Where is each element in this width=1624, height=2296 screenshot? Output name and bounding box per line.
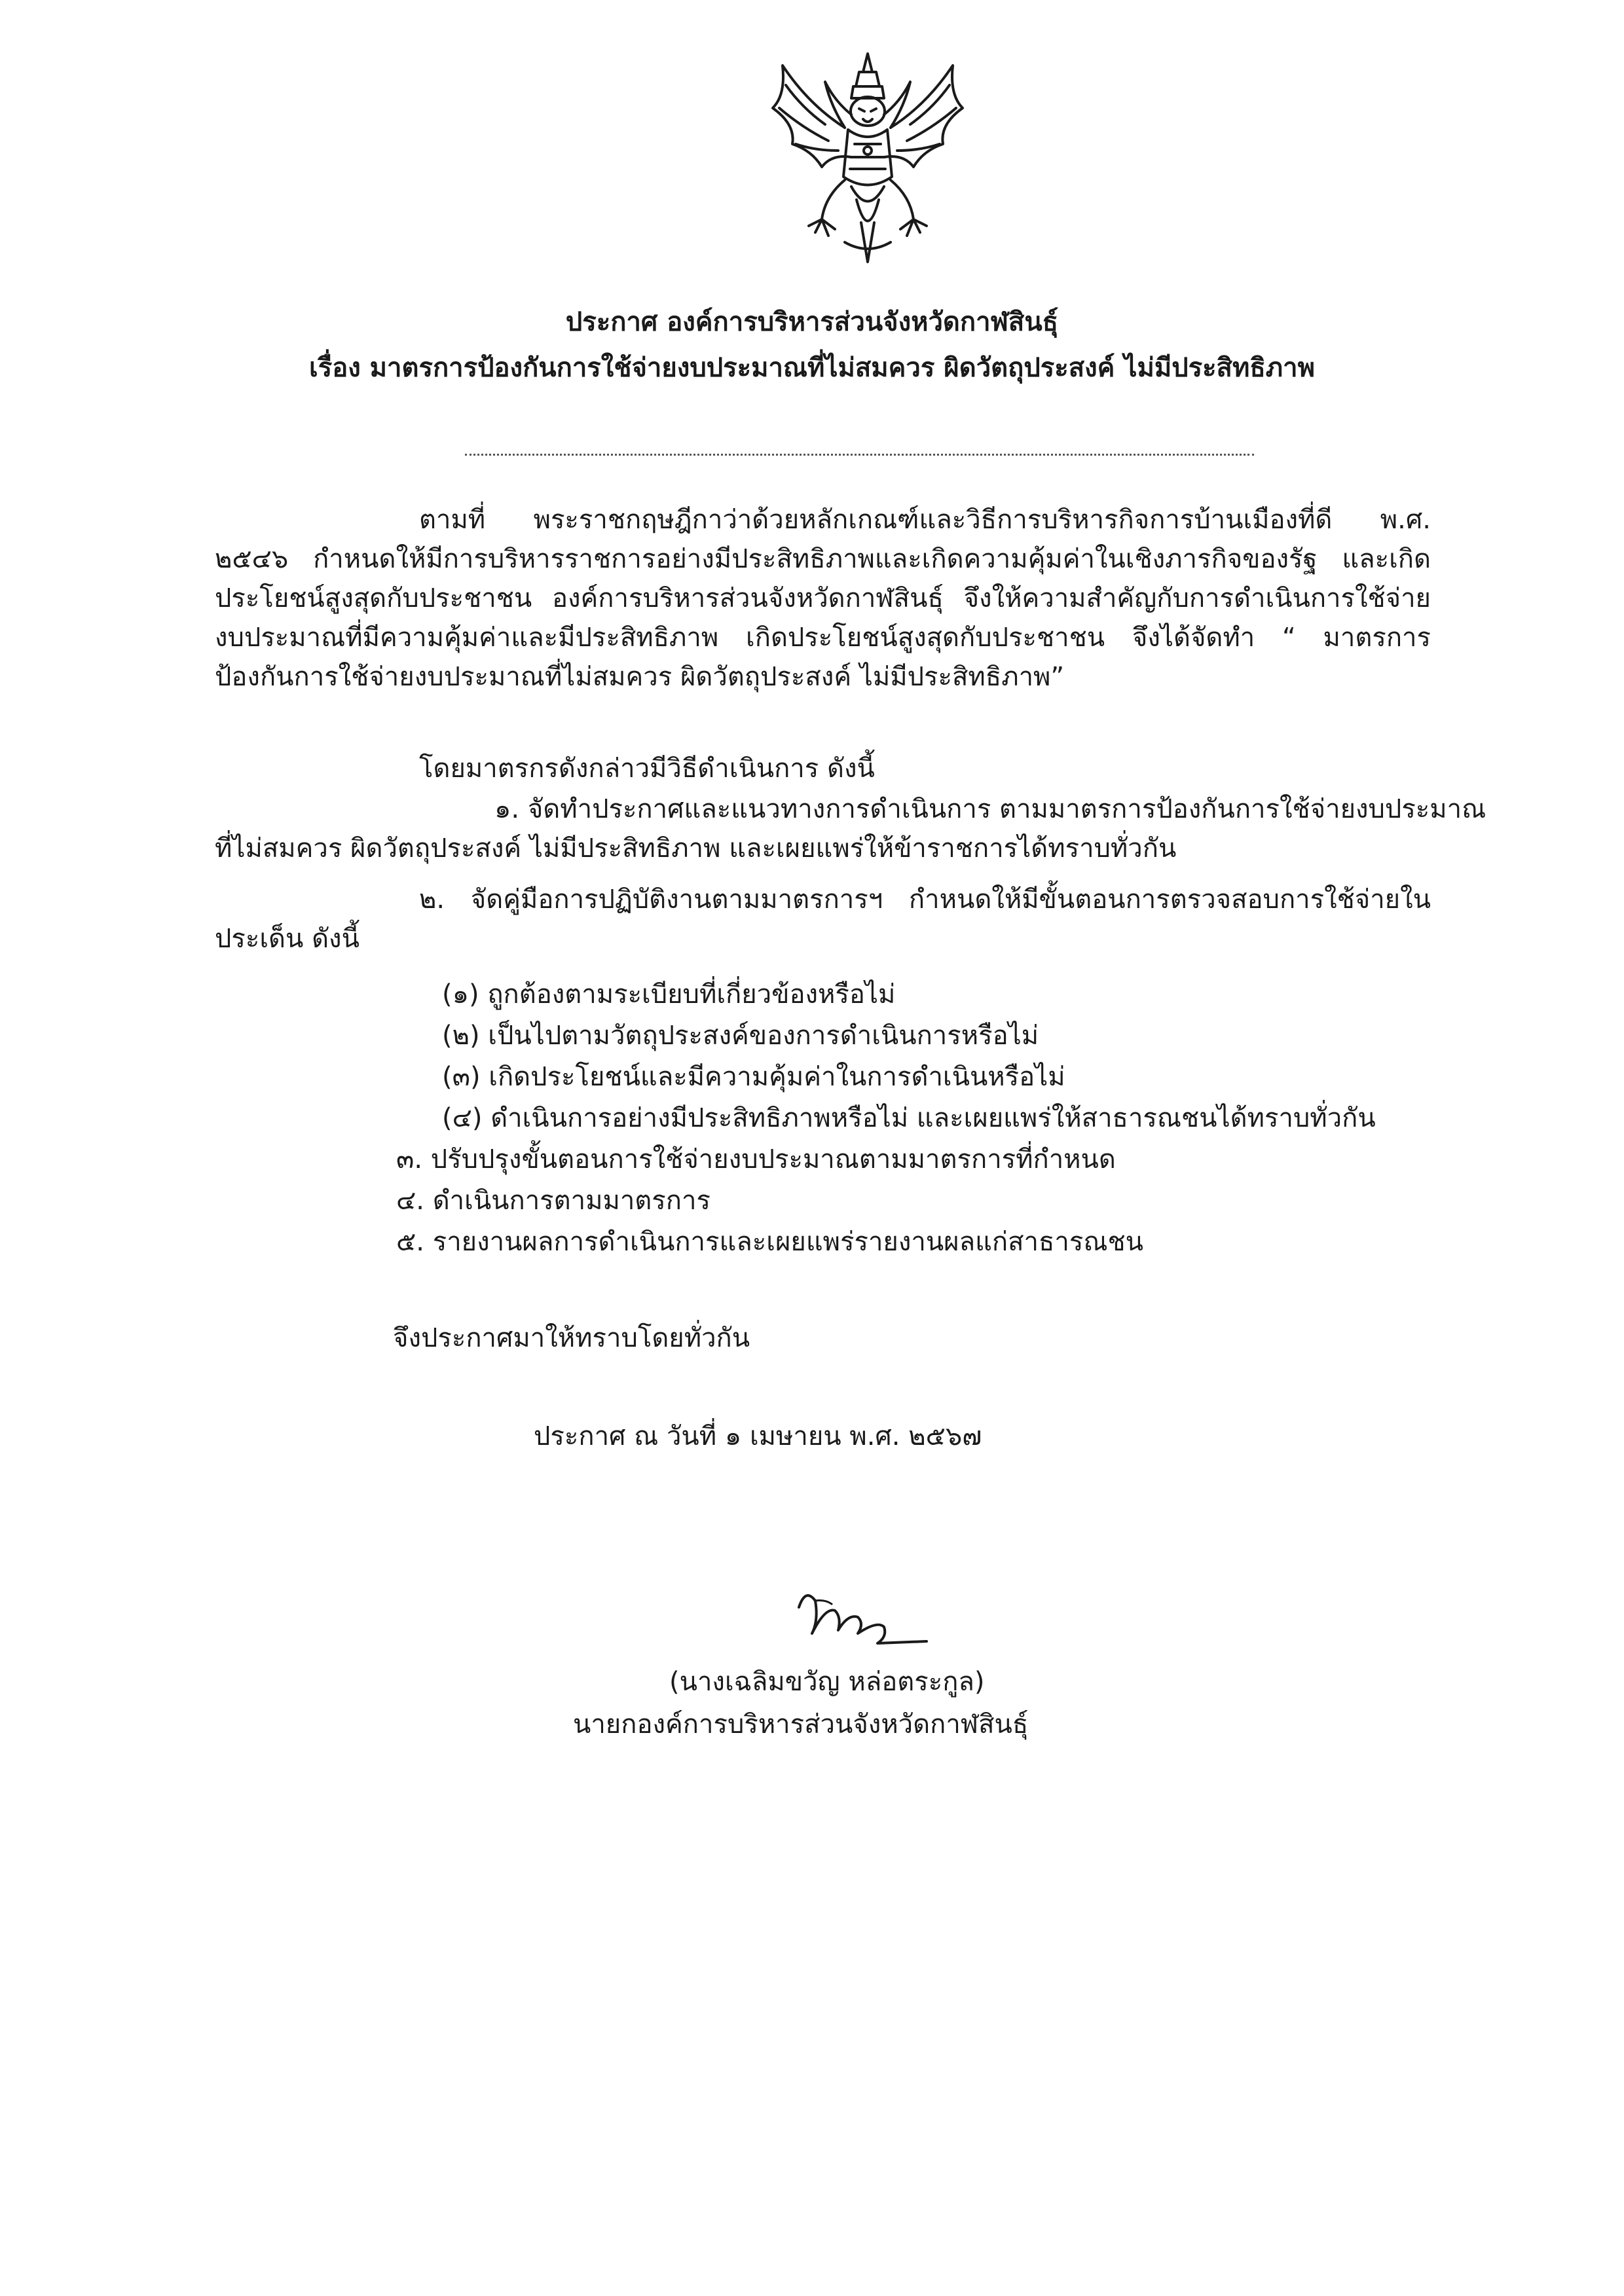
announcement-title: ประกาศ องค์การบริหารส่วนจังหวัดกาฬสินธุ์ bbox=[565, 307, 1059, 337]
announcement-date: ประกาศ ณ วันที่ ๑ เมษายน พ.ศ. ๒๕๖๗ bbox=[534, 1421, 982, 1451]
item-3: ๓. ปรับปรุงขั้นตอนการใช้จ่ายงบประมาณตามมาตรการที่กำหนด bbox=[396, 1144, 1116, 1175]
sub-item-2: (๒) เป็นไปตามวัตถุประสงค์ของการดำเนินการหรือไม่ bbox=[442, 1021, 1039, 1051]
intro-line-3: ประโยชน์สูงสุดกับประชาชน องค์การบริหารส่วนจังหวัดกาฬสินธุ์ จึงให้ความสำคัญกับการดำเนินการใช้จ่าย bbox=[215, 583, 1431, 613]
garuda-emblem-icon bbox=[747, 46, 989, 275]
item-2-line-2: ประเด็น ดังนี้ bbox=[215, 924, 360, 954]
intro-line-4: งบประมาณที่มีความคุ้มค่าและมีประสิทธิภาพ เกิดประโยชน์สูงสุดกับประชาชน จึงได้จัดทำ “ มาตรการ bbox=[215, 623, 1431, 653]
item-1-line-2: ที่ไม่สมควร ผิดวัตถุประสงค์ ไม่มีประสิทธิภาพ และเผยแพร่ให้ข้าราชการได้ทราบทั่วกัน bbox=[215, 833, 1177, 864]
item-4: ๔. ดำเนินการตามมาตรการ bbox=[396, 1186, 710, 1216]
title-divider bbox=[465, 454, 1254, 456]
sub-item-4: (๔) ดำเนินการอย่างมีประสิทธิภาพหรือไม่ และเผยแพร่ให้สาธารณชนได้ทราบทั่วกัน bbox=[442, 1103, 1376, 1133]
method-heading: โดยมาตรกรดังกล่าวมีวิธีดำเนินการ ดังนี้ bbox=[419, 754, 875, 784]
signer-name: (นางเฉลิมขวัญ หล่อตระกูล) bbox=[669, 1667, 985, 1697]
intro-line-1: ตามที่ พระราชกฤษฎีกาว่าด้วยหลักเกณฑ์และวิธีการบริหารกิจการบ้านเมืองที่ดี พ.ศ. bbox=[419, 505, 1431, 535]
sub-item-1: (๑) ถูกต้องตามระเบียบที่เกี่ยวข้องหรือไม่ bbox=[442, 979, 896, 1010]
announcement-subject: เรื่อง มาตรการป้องกันการใช้จ่ายงบประมาณที่ไม่สมควร ผิดวัตถุประสงค์ ไม่มีประสิทธิภาพ bbox=[309, 353, 1315, 383]
item-2-line-1: ๒. จัดคู่มือการปฏิบัติงานตามมาตรการฯ กำหนดให้มีขั้นตอนการตรวจสอบการใช้จ่ายใน bbox=[419, 884, 1431, 915]
intro-line-2: ๒๕๔๖ กำหนดให้มีการบริหารราชการอย่างมีประสิทธิภาพและเกิดความคุ้มค่าในเชิงภารกิจของรัฐ และเกิด bbox=[215, 544, 1431, 574]
signature-icon bbox=[786, 1581, 936, 1653]
item-5: ๕. รายงานผลการดำเนินการและเผยแพร่รายงานผลแก่สาธารณชน bbox=[396, 1227, 1143, 1257]
signer-title: นายกองค์การบริหารส่วนจังหวัดกาฬสินธุ์ bbox=[573, 1709, 1029, 1740]
closing-statement: จึงประกาศมาให้ทราบโดยทั่วกัน bbox=[393, 1323, 750, 1353]
sub-item-3: (๓) เกิดประโยชน์และมีความคุ้มค่าในการดำเนินหรือไม่ bbox=[442, 1062, 1065, 1092]
intro-line-5: ป้องกันการใช้จ่ายงบประมาณที่ไม่สมควร ผิดวัตถุประสงค์ ไม่มีประสิทธิภาพ” bbox=[215, 662, 1065, 692]
item-1-line-1: ๑. จัดทำประกาศและแนวทางการดำเนินการ ตามมาตรการป้องกันการใช้จ่ายงบประมาณ bbox=[494, 794, 1486, 824]
